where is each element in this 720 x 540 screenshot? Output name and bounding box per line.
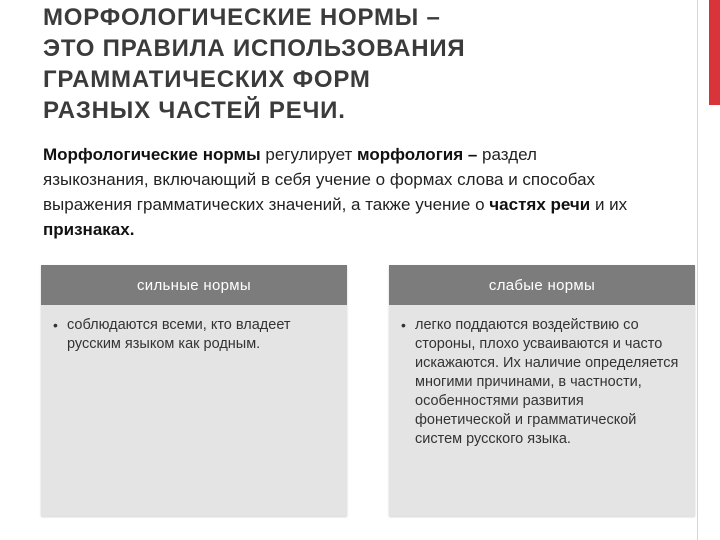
weak-norms-text: легко поддаются воздействию со стороны, плохо усваиваются и часто искажаются. Их наличие определяется многими причинами, в частности, особенностями развития фонетической и грамматической систем русского языка.	[415, 317, 679, 447]
intro-term-parts-of-speech: частях речи	[489, 195, 591, 214]
weak-norms-bullet	[401, 316, 683, 449]
title-line-1: МОРФОЛОГИЧЕСКИЕ НОРМЫ –	[43, 4, 441, 31]
title-line-2: ЭТО ПРАВИЛА ИСПОЛЬЗОВАНИЯ	[43, 35, 466, 62]
weak-norms-box	[389, 265, 695, 516]
weak-norms-header: слабые нормы	[389, 265, 695, 305]
bullet-dot-icon: •	[401, 317, 406, 333]
intro-paragraph	[43, 142, 643, 242]
red-accent-bar	[709, 0, 720, 105]
weak-norms-body	[389, 305, 695, 516]
intro-term-features: признаках.	[43, 220, 135, 239]
bullet-dot-icon: •	[53, 317, 58, 333]
intro-term-morphology: морфология –	[357, 145, 478, 164]
intro-term-morphological-norms: Морфологические нормы	[43, 145, 261, 164]
strong-norms-header: сильные нормы	[41, 265, 347, 305]
intro-text-3: и их	[590, 195, 628, 214]
right-edge-rule	[697, 0, 698, 540]
strong-norms-body	[41, 305, 347, 516]
strong-norms-box	[41, 265, 347, 516]
strong-norms-text: соблюдаются всеми, кто владеет русским языком как родным.	[67, 317, 291, 352]
intro-text-1: регулирует	[260, 145, 357, 164]
title-line-3: ГРАММАТИЧЕСКИХ ФОРМ	[43, 66, 371, 93]
strong-norms-bullet	[53, 316, 335, 354]
intro-text-2: раздел языкознания, включающий в себя учение о формах слова и способах выражения грамматических значений, а также учение о	[43, 145, 596, 214]
slide-title	[43, 2, 683, 126]
title-line-4: РАЗНЫХ ЧАСТЕЙ РЕЧИ.	[43, 97, 346, 124]
